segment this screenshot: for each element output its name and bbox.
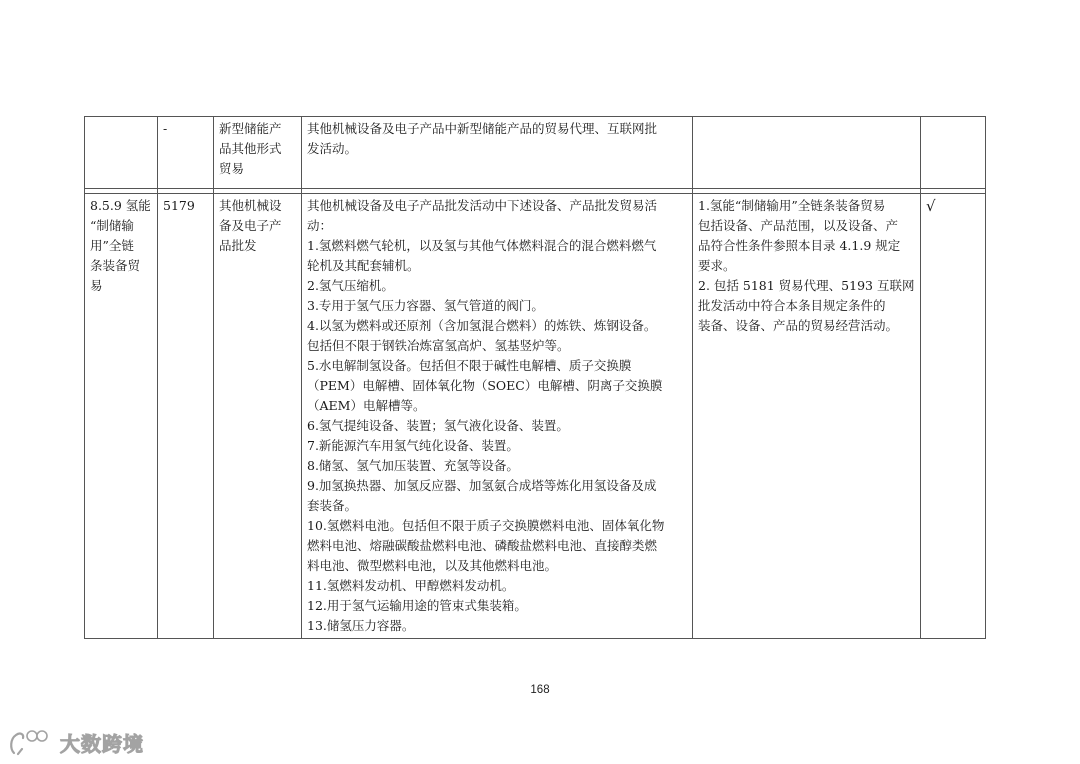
description-line: 发活动。 bbox=[307, 141, 358, 156]
category-line: 备及电子产 bbox=[219, 218, 282, 233]
catalog-table bbox=[84, 116, 986, 639]
description-line: 包括但不限于钢铁冶炼富氢高炉、氢基竖炉等。 bbox=[307, 338, 570, 353]
item-code-line: 8.5.9 氢能 bbox=[90, 198, 151, 213]
notes-line: 要求。 bbox=[698, 258, 736, 273]
industry-code-cell bbox=[158, 194, 214, 639]
category-line: 品批发 bbox=[219, 238, 257, 253]
notes-line: 装备、设备、产品的贸易经营活动。 bbox=[698, 318, 899, 333]
description-line: 动： bbox=[307, 218, 333, 233]
category-line: 品其他形式 bbox=[219, 141, 282, 156]
description-line: （AEM）电解槽等。 bbox=[307, 398, 426, 413]
item-code-cell bbox=[85, 194, 158, 639]
table-row bbox=[85, 194, 986, 639]
description-line: 6.氢气提纯设备、装置；氢气液化设备、装置。 bbox=[307, 418, 569, 433]
item-code-cell bbox=[85, 117, 158, 189]
description-line: 其他机械设备及电子产品中新型储能产品的贸易代理、互联网批 bbox=[307, 121, 658, 136]
category-cell bbox=[214, 117, 302, 189]
industry-code-cell bbox=[158, 117, 214, 189]
description-line: 8.储氢、氢气加压装置、充氢等设备。 bbox=[307, 458, 519, 473]
description-line: 轮机及其配套辅机。 bbox=[307, 258, 420, 273]
watermark-logo-icon bbox=[8, 727, 54, 757]
category-line: 其他机械设 bbox=[219, 198, 282, 213]
description-line: 7.新能源汽车用氢气纯化设备、装置。 bbox=[307, 438, 519, 453]
notes-cell bbox=[693, 117, 921, 189]
description-line: 3.专用于氢气压力容器、氢气管道的阀门。 bbox=[307, 298, 544, 313]
mark-cell bbox=[921, 117, 986, 189]
page-number: 168 bbox=[530, 684, 550, 696]
description-line: 燃料电池、熔融碳酸盐燃料电池、磷酸盐燃料电池、直接醇类燃 bbox=[307, 538, 658, 553]
description-cell bbox=[302, 117, 693, 189]
notes-line: 品符合性条件参照本目录 4.1.9 规定 bbox=[698, 238, 901, 253]
item-code-line: 用”全链 bbox=[90, 238, 134, 253]
description-line: 其他机械设备及电子产品批发活动中下述设备、产品批发贸易活 bbox=[307, 198, 658, 213]
item-code-line: “制储输 bbox=[90, 218, 134, 233]
description-line: 1.氢燃料燃气轮机，以及氢与其他气体燃料混合的混合燃料燃气 bbox=[307, 238, 657, 253]
description-line: 套装备。 bbox=[307, 498, 358, 513]
mark-cell bbox=[921, 194, 986, 639]
item-code-line: 易 bbox=[90, 278, 103, 293]
notes-line: 2. 包括 5181 贸易代理、5193 互联网 bbox=[698, 278, 915, 293]
description-line: （PEM）电解槽、固体氧化物（SOEC）电解槽、阴离子交换膜 bbox=[307, 378, 663, 393]
notes-line: 批发活动中符合本条目规定条件的 bbox=[698, 298, 886, 313]
description-line: 9.加氢换热器、加氢反应器、加氢氨合成塔等炼化用氢设备及成 bbox=[307, 478, 657, 493]
check-mark-icon: √ bbox=[926, 197, 936, 215]
category-cell bbox=[214, 194, 302, 639]
description-line: 5.水电解制氢设备。包括但不限于碱性电解槽、质子交换膜 bbox=[307, 358, 632, 373]
description-line: 13.储氢压力容器。 bbox=[307, 618, 415, 633]
category-line: 贸易 bbox=[219, 161, 245, 176]
description-line: 料电池、微型燃料电池，以及其他燃料电池。 bbox=[307, 558, 558, 573]
industry-code: 5179 bbox=[163, 198, 195, 213]
description-line: 2.氢气压缩机。 bbox=[307, 278, 394, 293]
notes-cell bbox=[693, 194, 921, 639]
industry-code: - bbox=[163, 121, 168, 136]
notes-line: 包括设备、产品范围，以及设备、产 bbox=[698, 218, 899, 233]
description-cell bbox=[302, 194, 693, 639]
description-line: 10.氢燃料电池。包括但不限于质子交换膜燃料电池、固体氧化物 bbox=[307, 518, 665, 533]
description-line: 4.以氢为燃料或还原剂（含加氢混合燃料）的炼铁、炼钢设备。 bbox=[307, 318, 657, 333]
description-line: 12.用于氢气运输用途的管束式集装箱。 bbox=[307, 598, 527, 613]
watermark-text: 大数跨境 bbox=[60, 731, 144, 756]
description-line: 11.氢燃料发动机、甲醇燃料发动机。 bbox=[307, 578, 515, 593]
category-line: 新型储能产 bbox=[219, 121, 282, 136]
item-code-line: 条装备贸 bbox=[90, 258, 141, 273]
notes-line: 1.氢能“制储输用”全链条装备贸易 bbox=[698, 198, 886, 213]
watermark bbox=[8, 726, 144, 758]
table-row bbox=[85, 117, 986, 189]
